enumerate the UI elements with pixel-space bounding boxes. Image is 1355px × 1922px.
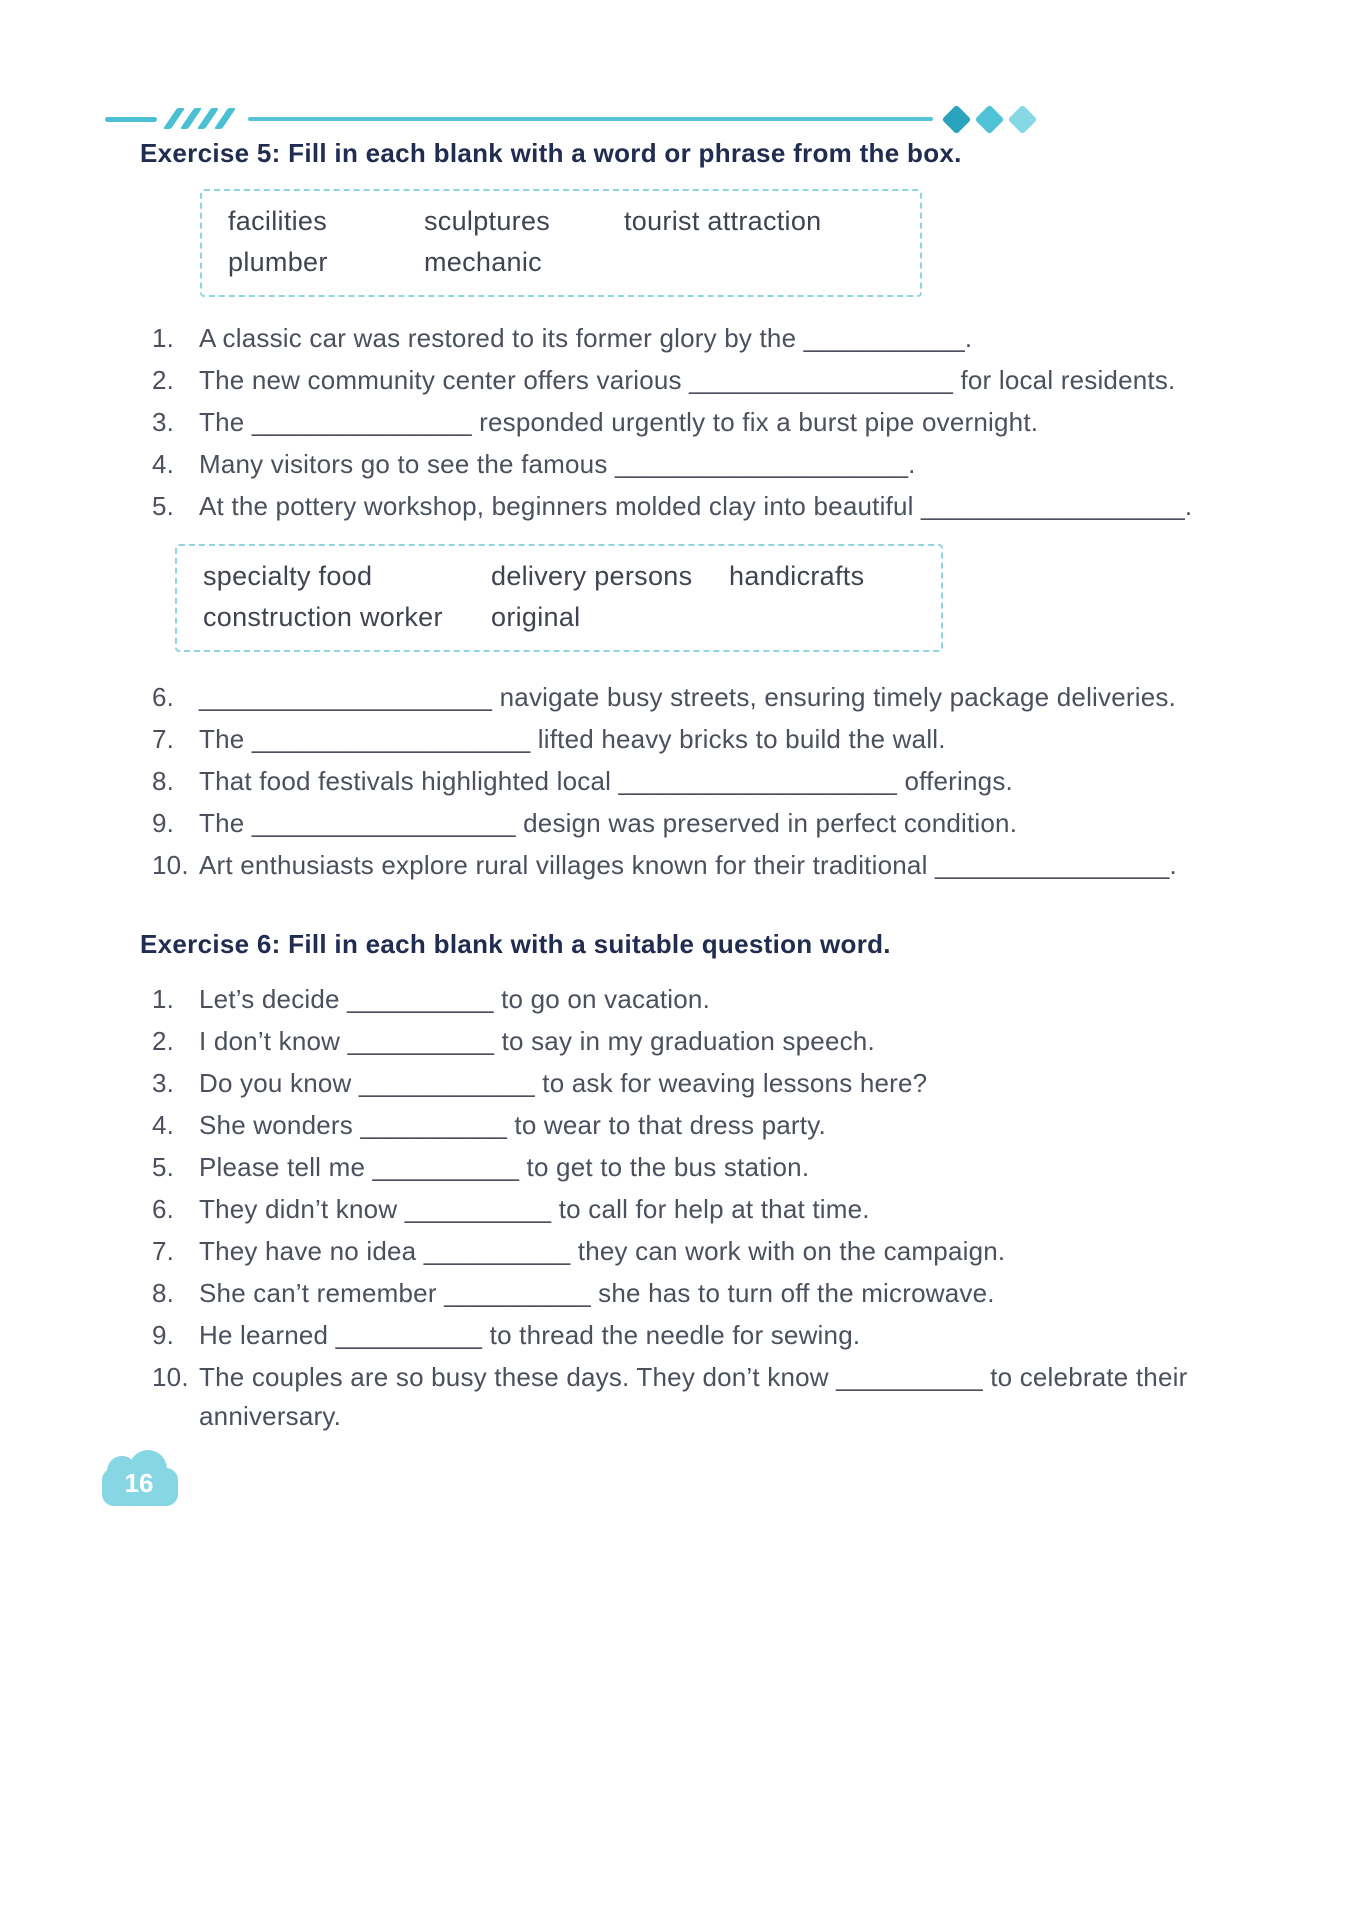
list-item [152, 1022, 1215, 1061]
list-item [152, 1274, 1215, 1313]
item-text: The _______________ responded urgently to fix a burst pipe overnight. [199, 407, 1039, 437]
item-text: They have no idea __________ they can work with on the campaign. [199, 1236, 1006, 1266]
item-number: 3. [152, 407, 175, 437]
word-option: construction worker [203, 602, 443, 632]
exercise5-list-part2 [152, 678, 1215, 885]
list-item [152, 678, 1215, 717]
list-item [152, 1148, 1215, 1187]
exercise5-list-part1 [152, 319, 1215, 526]
word-option: sculptures [424, 206, 551, 236]
header-decoration [0, 104, 1355, 136]
item-text: The couples are so busy these days. They don’t know __________ to celebrate their anniversary. [199, 1362, 1188, 1431]
item-text: The new community center offers various __________________ for local residents. [199, 365, 1176, 395]
item-number: 6. [152, 1194, 175, 1224]
diamond-icon [975, 105, 1005, 135]
word-option: specialty food [203, 561, 373, 591]
list-item [152, 445, 1215, 484]
item-number: 2. [152, 365, 175, 395]
item-number: 8. [152, 766, 175, 796]
item-number: 5. [152, 491, 175, 521]
list-item [152, 720, 1215, 759]
item-text: Please tell me __________ to get to the bus station. [199, 1152, 810, 1182]
item-number: 3. [152, 1068, 175, 1098]
item-text: She wonders __________ to wear to that dress party. [199, 1110, 826, 1140]
item-text: Let’s decide __________ to go on vacation. [199, 984, 710, 1014]
page-number: 16 [124, 1468, 154, 1498]
item-number: 7. [152, 724, 175, 754]
slash-icon [214, 108, 236, 129]
item-text: At the pottery workshop, beginners molded clay into beautiful __________________. [199, 491, 1193, 521]
item-text: They didn’t know __________ to call for help at that time. [199, 1194, 870, 1224]
decorative-line-long [248, 117, 933, 121]
decorative-line-short [105, 117, 157, 122]
item-text: The __________________ design was preserved in perfect condition. [199, 808, 1018, 838]
item-number: 10. [152, 1362, 189, 1392]
list-item [152, 487, 1215, 526]
item-text: The ___________________ lifted heavy bricks to build the wall. [199, 724, 946, 754]
list-item [152, 804, 1215, 843]
word-option: handicrafts [729, 561, 865, 591]
item-text: That food festivals highlighted local ___________________ offerings. [199, 766, 1013, 796]
item-text: ____________________ navigate busy streets, ensuring timely package deliveries. [199, 682, 1177, 712]
exercise5-title: Exercise 5: Fill in each blank with a word or phrase from the box. [140, 138, 962, 168]
page-number-badge [102, 1448, 180, 1506]
list-item [152, 1106, 1215, 1145]
list-item [152, 980, 1215, 1019]
word-option: facilities [228, 206, 328, 236]
list-item [152, 1064, 1215, 1103]
item-number: 4. [152, 449, 175, 479]
item-text: He learned __________ to thread the needle for sewing. [199, 1320, 861, 1350]
list-item [152, 1316, 1215, 1355]
item-text: A classic car was restored to its former glory by the ___________. [199, 323, 973, 353]
diamond-icon [1008, 105, 1038, 135]
item-number: 6. [152, 682, 175, 712]
list-item [152, 1190, 1215, 1229]
item-text: I don’t know __________ to say in my graduation speech. [199, 1026, 875, 1056]
item-number: 1. [152, 984, 175, 1014]
list-item [152, 361, 1215, 400]
word-option: mechanic [424, 247, 542, 277]
list-item [152, 319, 1215, 358]
item-text: Art enthusiasts explore rural villages known for their traditional ________________. [199, 850, 1177, 880]
list-item [152, 403, 1215, 442]
list-item [152, 762, 1215, 801]
item-number: 2. [152, 1026, 175, 1056]
word-box-1 [200, 189, 922, 297]
item-text: She can’t remember __________ she has to turn off the microwave. [199, 1278, 995, 1308]
item-number: 4. [152, 1110, 175, 1140]
list-item [152, 1358, 1215, 1436]
item-text: Do you know ____________ to ask for weaving lessons here? [199, 1068, 928, 1098]
item-number: 7. [152, 1236, 175, 1266]
word-option: tourist attraction [624, 206, 822, 236]
item-number: 5. [152, 1152, 175, 1182]
item-number: 8. [152, 1278, 175, 1308]
item-number: 1. [152, 323, 175, 353]
item-number: 10. [152, 850, 189, 880]
word-option: original [491, 602, 581, 632]
list-item [152, 1232, 1215, 1271]
word-box-2 [175, 544, 943, 652]
diamond-icon [942, 105, 972, 135]
list-item [152, 846, 1215, 885]
item-number: 9. [152, 1320, 175, 1350]
exercise6-title: Exercise 6: Fill in each blank with a suitable question word. [140, 929, 891, 959]
exercise6-list [152, 980, 1215, 1436]
item-number: 9. [152, 808, 175, 838]
word-option: plumber [228, 247, 328, 277]
word-option: delivery persons [491, 561, 693, 591]
item-text: Many visitors go to see the famous ____________________. [199, 449, 916, 479]
